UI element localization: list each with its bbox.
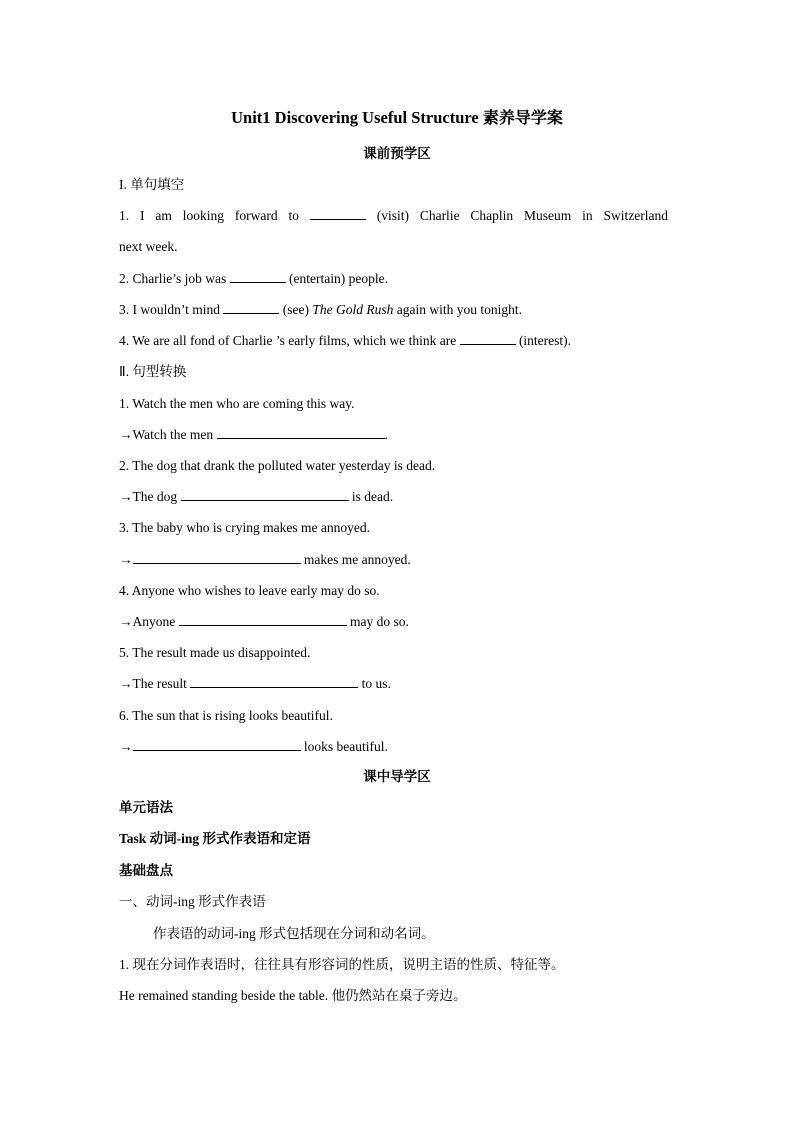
answer-blank[interactable]: [181, 488, 349, 501]
transform-question-1: 1. Watch the men who are coming this way.: [119, 396, 355, 411]
unit-grammar-heading: 单元语法: [119, 800, 173, 816]
pre-class-heading: 课前预学区: [363, 146, 431, 162]
answer-blank[interactable]: [190, 675, 358, 688]
answer-blank[interactable]: [133, 738, 301, 751]
title-english: Unit1 Discovering Useful Structure: [231, 108, 479, 127]
answer-blank[interactable]: [133, 551, 301, 564]
transform-question-3: 3. The baby who is crying makes me annoyed.: [119, 520, 370, 535]
transform-answer-3: → makes me annoyed.: [119, 552, 411, 567]
transform-question-4: 4. Anyone who wishes to leave early may do so.: [119, 583, 380, 598]
answer-blank[interactable]: [460, 332, 516, 345]
answer-blank[interactable]: [179, 613, 347, 626]
basics-heading: 基础盘点: [119, 863, 173, 879]
fill-question-1-continued: next week.: [119, 239, 178, 254]
answer-blank[interactable]: [310, 207, 366, 220]
answer-blank[interactable]: [223, 301, 279, 314]
in-class-heading: 课中导学区: [363, 769, 431, 785]
section-1-heading: 一、动词-ing 形式作表语: [119, 894, 266, 910]
part1-label: I. 单句填空: [119, 177, 185, 193]
transform-question-2: 2. The dog that drank the polluted water yesterday is dead.: [119, 458, 436, 473]
transform-answer-6: → looks beautiful.: [119, 739, 388, 754]
example-sentence-1: He remained standing beside the table. 他仍然站在桌子旁边。: [119, 988, 467, 1004]
transform-answer-2: →The dog is dead.: [119, 489, 394, 504]
transform-question-6: 6. The sun that is rising looks beautiful.: [119, 708, 333, 723]
answer-blank[interactable]: [230, 270, 286, 283]
transform-answer-4: →Anyone may do so.: [119, 614, 409, 629]
fill-question-1: 1. I am looking forward to (visit) Charlie Chaplin Museum in Switzerland: [119, 208, 669, 223]
document-title: [0, 107, 794, 129]
title-chinese: 素养导学案: [482, 108, 563, 127]
fill-question-3: 3. I wouldn’t mind (see) The Gold Rush again with you tonight.: [119, 302, 522, 317]
answer-blank[interactable]: [217, 426, 385, 439]
transform-answer-5: →The result to us.: [119, 676, 391, 691]
grammar-point-1: 1. 现在分词作表语时，往往具有形容词的性质，说明主语的性质、特征等。: [119, 957, 565, 973]
fill-question-4: 4. We are all fond of Charlie ’s early films, which we think are (interest).: [119, 333, 572, 348]
part2-label: Ⅱ. 句型转换: [119, 364, 187, 380]
transform-answer-1: →Watch the men .: [119, 427, 388, 442]
section-1-intro: 作表语的动词-ing 形式包括现在分词和动名词。: [153, 926, 435, 942]
transform-question-5: 5. The result made us disappointed.: [119, 645, 311, 660]
task-heading: Task 动词-ing 形式作表语和定语: [119, 831, 311, 847]
fill-question-2: 2. Charlie’s job was (entertain) people.: [119, 271, 388, 286]
